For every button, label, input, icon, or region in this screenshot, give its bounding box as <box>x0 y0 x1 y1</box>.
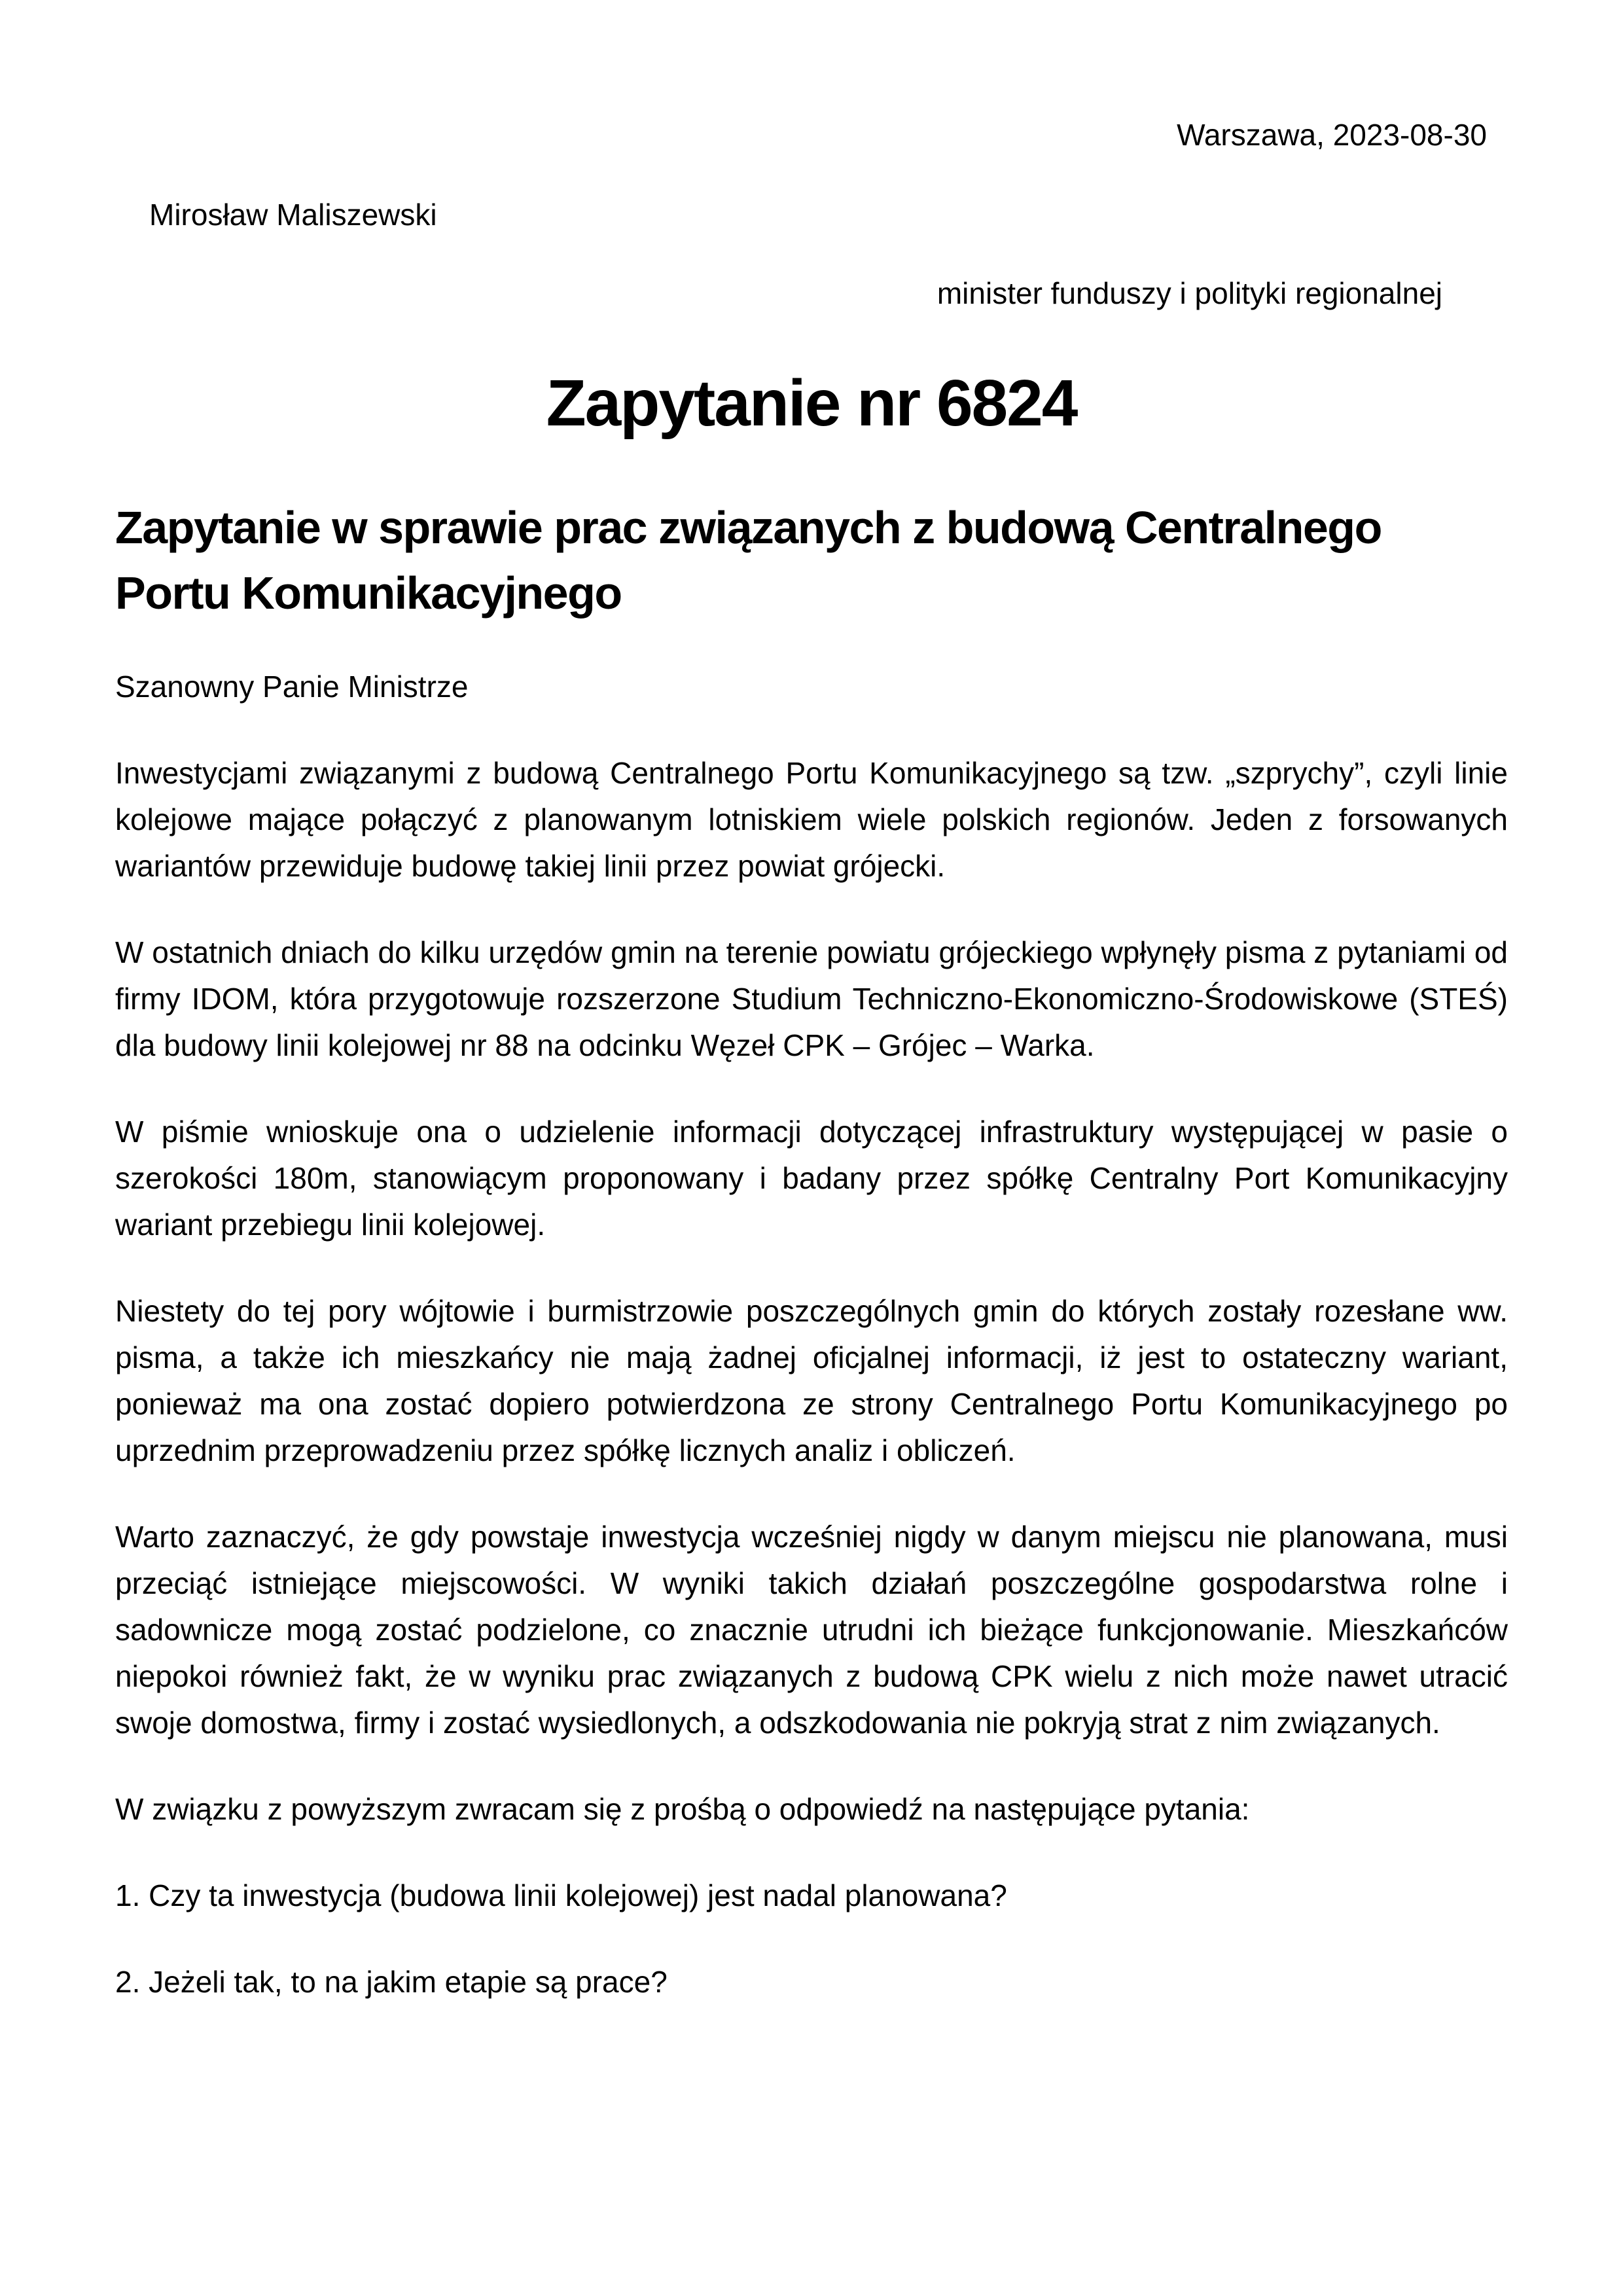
question-item: 2. Jeżeli tak, to na jakim etapie są prace? <box>115 1965 668 1999</box>
question-item: 1. Czy ta inwestycja (budowa linii kolejowej) jest nadal planowana? <box>115 1878 1007 1912</box>
letter-body <box>115 664 1508 2045</box>
body-paragraph: Niestety do tej pory wójtowie i burmistrzowie poszczególnych gmin do których zostały rozesłane ww. pisma, a także ich mieszkańcy nie mają żadnej oficjalnej informacji, iż jest to ostateczny wariant, ponieważ ma ona zostać dopiero potwierdzona ze strony Centralnego Portu Komunikacyjnego po uprzednim przeprowadzeniu przez spółkę licznych analiz i obliczeń. <box>115 1294 1508 1467</box>
letter-date: Warszawa, 2023-08-30 <box>1177 118 1487 152</box>
body-paragraph: W ostatnich dniach do kilku urzędów gmin na terenie powiatu grójeckiego wpłynęły pisma z pytaniami od firmy IDOM, która przygotowuje rozszerzone Studium Techniczno-Ekonomiczno-Środowiskowe (STEŚ) dla budowy linii kolejowej nr 88 na odcinku Węzeł CPK – Grójec – Warka. <box>115 935 1508 1062</box>
letter-author: Mirosław Maliszewski <box>149 198 437 232</box>
letter-recipient: minister funduszy i polityki regionalnej <box>936 276 1442 310</box>
salutation: Szanowny Panie Ministrze <box>115 670 469 704</box>
body-paragraph: Warto zaznaczyć, że gdy powstaje inwestycja wcześniej nigdy w danym miejscu nie planowana, musi przeciąć istniejące miejscowości. W wyniki takich działań poszczególne gospodarstwa rolne i sadownicze mogą zostać podzielone, co znacznie utrudni ich bieżące funkcjonowanie. Mieszkańców niepokoi również fakt, że w wyniku prac związanych z budową CPK wielu z nich może nawet utracić swoje domostwa, firmy i zostać wysiedlonych, a odszkodowania nie pokryją strat z nim związanych. <box>115 1520 1508 1740</box>
document-title: Zapytanie nr 6824 <box>546 367 1077 440</box>
body-paragraph: Inwestycjami związanymi z budową Centralnego Portu Komunikacyjnego są tzw. „szprychy”, czyli linie kolejowe mające połączyć z planowanym lotniskiem wiele polskich regionów. Jeden z forsowanych wariantów przewiduje budowę takiej linii przez powiat grójecki. <box>115 756 1508 883</box>
questions-intro: W związku z powyższym zwracam się z prośbą o odpowiedź na następujące pytania: <box>115 1792 1250 1826</box>
document-subject: Zapytanie w sprawie prac związanych z budową Centralnego Portu Komunikacyjnego <box>115 502 1382 619</box>
body-paragraph: W piśmie wnioskuje ona o udzielenie informacji dotyczącej infrastruktury występującej w pasie o szerokości 180m, stanowiącym proponowany i badany przez spółkę Centralny Port Komunikacyjny wariant przebiegu linii kolejowej. <box>115 1115 1508 1242</box>
